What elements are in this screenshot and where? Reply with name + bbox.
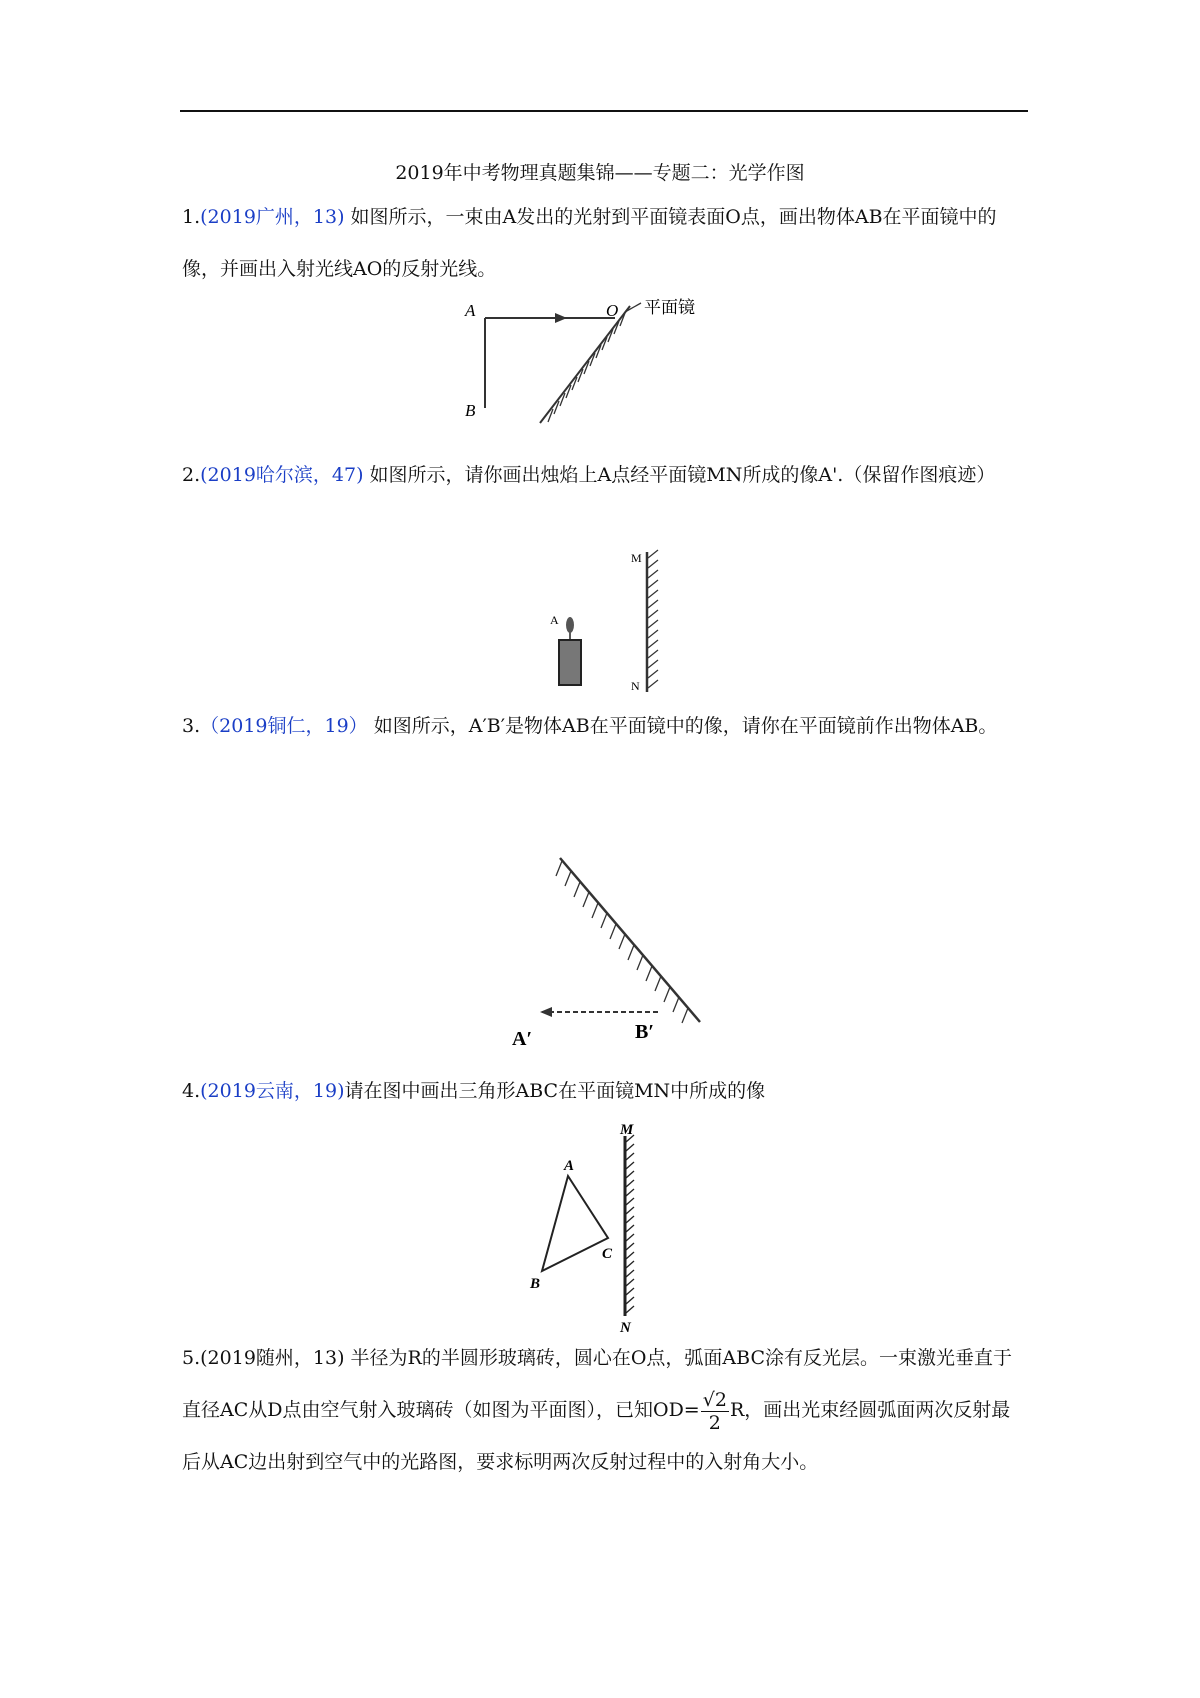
figure-3-image-ab — [490, 850, 730, 1060]
mirror-hatching — [626, 1135, 634, 1313]
question-text: 如图所示，A′B′是物体AB在平面镜中的像，请你在平面镜前作出物体AB。 — [373, 715, 998, 737]
fraction-denominator: 2 — [708, 1411, 721, 1434]
question-source: （2019铜仁，19） — [200, 715, 368, 737]
mirror-hatching — [648, 550, 658, 688]
label-a-prime: A′ — [512, 1028, 533, 1050]
fraction-numerator: √2 — [702, 1388, 727, 1411]
triangle-abc — [542, 1176, 608, 1271]
plane-mirror — [540, 306, 630, 423]
question-source: (2019广州，13) — [200, 206, 345, 228]
question-text-part2: R，画出光束经圆弧面两次反射最后从AC边出射到空气中的光路图，要求标明两次反射过程中的入射角大小。 — [182, 1399, 1011, 1473]
figure-4-triangle-mirror — [520, 1118, 660, 1334]
question-number: 2. — [182, 464, 201, 486]
label-o: O — [606, 301, 619, 320]
label-m: M — [620, 1122, 634, 1138]
label-mirror: 平面镜 — [644, 298, 695, 317]
question-3 — [182, 700, 1028, 752]
figure-2-candle-mirror — [540, 548, 670, 698]
question-number: 4. — [182, 1080, 201, 1102]
question-1 — [182, 191, 1028, 295]
question-text-part1: 半径为R的半圆形玻璃砖，圆心在O点，弧面ABC涂有反光层。一束激光垂直于直径AC从D点由空气射入玻璃砖（如图为平面图），已知OD= — [182, 1347, 1013, 1421]
question-text: 请在图中画出三角形ABC在平面镜MN中所成的像 — [344, 1080, 766, 1102]
label-n: N — [631, 679, 640, 693]
label-c: C — [602, 1246, 613, 1262]
fraction-sqrt2-over-2 — [701, 1389, 729, 1434]
header-rule — [180, 110, 1028, 112]
mirror-hatching — [548, 313, 625, 422]
label-a: A — [465, 301, 476, 320]
image-arrow — [540, 1007, 552, 1017]
candle-flame — [566, 617, 574, 633]
label-b: B — [530, 1276, 541, 1292]
label-a: A — [564, 1158, 575, 1174]
question-text: 如图所示，一束由A发出的光射到平面镜表面O点，画出物体AB在平面镜中的像，并画出入射光线AO的反射光线。 — [182, 206, 997, 280]
question-source: (2019随州，13) — [200, 1347, 345, 1369]
label-a: A — [550, 613, 559, 627]
candle — [559, 640, 581, 685]
question-5 — [182, 1332, 1028, 1488]
label-b: B — [465, 401, 476, 420]
question-number: 3. — [182, 715, 201, 737]
figure-1-mirror-ray — [455, 298, 755, 438]
label-m: M — [631, 551, 642, 565]
question-number: 1. — [182, 206, 201, 228]
mirror-label-leader — [625, 303, 641, 312]
question-text: 如图所示，请你画出烛焰上A点经平面镜MN所成的像A'.（保留作图痕迹） — [369, 464, 996, 486]
mirror-hatching — [556, 861, 688, 1023]
question-source: (2019云南，19) — [200, 1080, 345, 1102]
label-n: N — [620, 1320, 631, 1336]
label-b-prime: B′ — [635, 1021, 654, 1043]
ray-arrow — [555, 313, 567, 323]
question-number: 5. — [182, 1347, 201, 1369]
page-title: 2019年中考物理真题集锦——专题二：光学作图 — [395, 162, 805, 184]
question-source: (2019哈尔滨，47) — [200, 464, 364, 486]
question-2 — [182, 449, 1028, 501]
question-4 — [182, 1065, 1028, 1117]
